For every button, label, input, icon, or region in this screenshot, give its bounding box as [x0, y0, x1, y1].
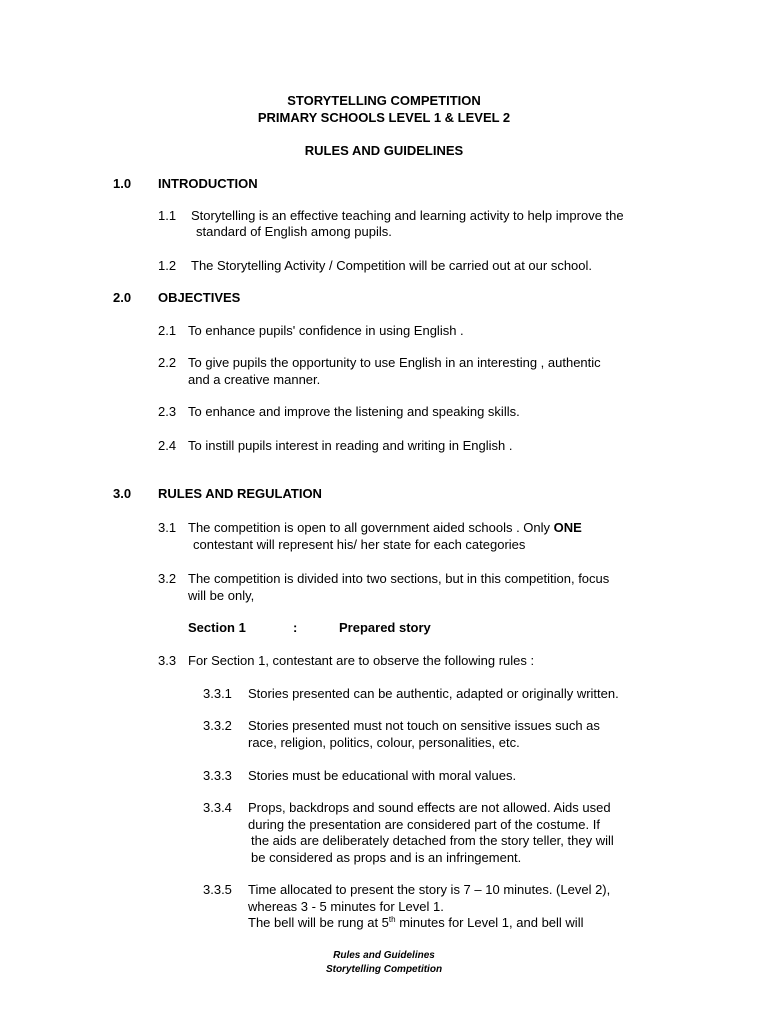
title-line-1: STORYTELLING COMPETITION — [287, 93, 481, 108]
item-1-2-number: 1.2 — [158, 258, 177, 273]
item-2-1-line-1: To enhance pupils' confidence in using English . — [188, 323, 464, 338]
item-1-1-line-2: standard of English among pupils. — [196, 224, 392, 239]
item-2-1-number: 2.1 — [158, 323, 177, 338]
section-value: Prepared story — [339, 620, 431, 635]
item-1-1-number: 1.1 — [158, 208, 177, 223]
section-3-number: 3.0 — [113, 486, 132, 501]
section-1-heading: INTRODUCTION — [158, 176, 258, 191]
item-3-3-5-line-3-pre: The bell will be rung at 5 — [248, 915, 389, 930]
item-2-2-number: 2.2 — [158, 355, 177, 370]
item-3-3-5-number: 3.3.5 — [203, 882, 232, 897]
section-label: Section 1 — [188, 620, 246, 635]
section-2-number: 2.0 — [113, 290, 132, 305]
ordinal-suffix: th — [388, 915, 396, 924]
section-colon: : — [293, 620, 298, 635]
item-3-2-number: 3.2 — [158, 571, 177, 586]
item-3-3-2-line-1: Stories presented must not touch on sensitive issues such as — [248, 718, 600, 733]
item-3-3-5-line-3 — [248, 914, 583, 931]
item-3-3-1-number: 3.3.1 — [203, 686, 232, 701]
item-3-3-1-line-1: Stories presented can be authentic, adapted or originally written. — [248, 686, 619, 701]
item-3-1-line-2: contestant will represent his/ her state for each categories — [193, 537, 526, 552]
item-3-3-5-line-1: Time allocated to present the story is 7 – 10 minutes. (Level 2), — [248, 882, 611, 897]
section-3-heading: RULES AND REGULATION — [158, 486, 322, 501]
item-3-1-number: 3.1 — [158, 520, 177, 535]
section-2-heading: OBJECTIVES — [158, 290, 241, 305]
item-2-4-line-1: To instill pupils interest in reading and writing in English . — [188, 438, 513, 453]
item-2-2-line-2: and a creative manner. — [188, 372, 321, 387]
title-line-2: PRIMARY SCHOOLS LEVEL 1 & LEVEL 2 — [257, 110, 511, 125]
item-3-3-line-1: For Section 1, contestant are to observe the following rules : — [188, 653, 535, 668]
item-2-3-line-1: To enhance and improve the listening and speaking skills. — [188, 404, 520, 419]
item-3-3-4-line-4: be considered as props and is an infringement. — [251, 850, 522, 865]
item-3-3-3-number: 3.3.3 — [203, 768, 232, 783]
item-3-1-emphasis: ONE — [553, 520, 582, 535]
item-2-3-number: 2.3 — [158, 404, 177, 419]
item-3-3-number: 3.3 — [158, 653, 177, 668]
item-3-3-3-line-1: Stories must be educational with moral values. — [248, 768, 517, 783]
item-3-1-line-1-text: The competition is open to all government aided schools . Only — [188, 520, 554, 535]
section-1-number: 1.0 — [113, 176, 132, 191]
footer-line-2: Storytelling Competition — [325, 964, 443, 975]
item-3-2-line-1: The competition is divided into two sections, but in this competition, focus — [188, 571, 610, 586]
item-3-3-2-number: 3.3.2 — [203, 718, 232, 733]
item-1-2-line-1: The Storytelling Activity / Competition will be carried out at our school. — [191, 258, 593, 273]
item-3-1-line-1 — [188, 519, 582, 536]
item-3-3-4-line-1: Props, backdrops and sound effects are not allowed. Aids used — [248, 800, 611, 815]
item-1-1-line-1: Storytelling is an effective teaching and learning activity to help improve the — [191, 208, 624, 223]
item-2-2-line-1: To give pupils the opportunity to use English in an interesting , authentic — [188, 355, 601, 370]
item-3-3-2-line-2: race, religion, politics, colour, personalities, etc. — [248, 735, 520, 750]
item-3-3-4-number: 3.3.4 — [203, 800, 232, 815]
item-3-3-4-line-3: the aids are deliberately detached from the story teller, they will — [251, 833, 614, 848]
item-3-3-5-line-2: whereas 3 - 5 minutes for Level 1. — [248, 899, 444, 914]
item-3-3-4-line-2: during the presentation are considered part of the costume. If — [248, 817, 600, 832]
item-3-2-line-2: will be only, — [188, 588, 255, 603]
item-3-3-5-line-3-post: minutes for Level 1, and bell will — [395, 915, 584, 930]
footer-line-1: Rules and Guidelines — [333, 950, 435, 961]
title-line-3: RULES AND GUIDELINES — [304, 143, 464, 158]
item-2-4-number: 2.4 — [158, 438, 177, 453]
